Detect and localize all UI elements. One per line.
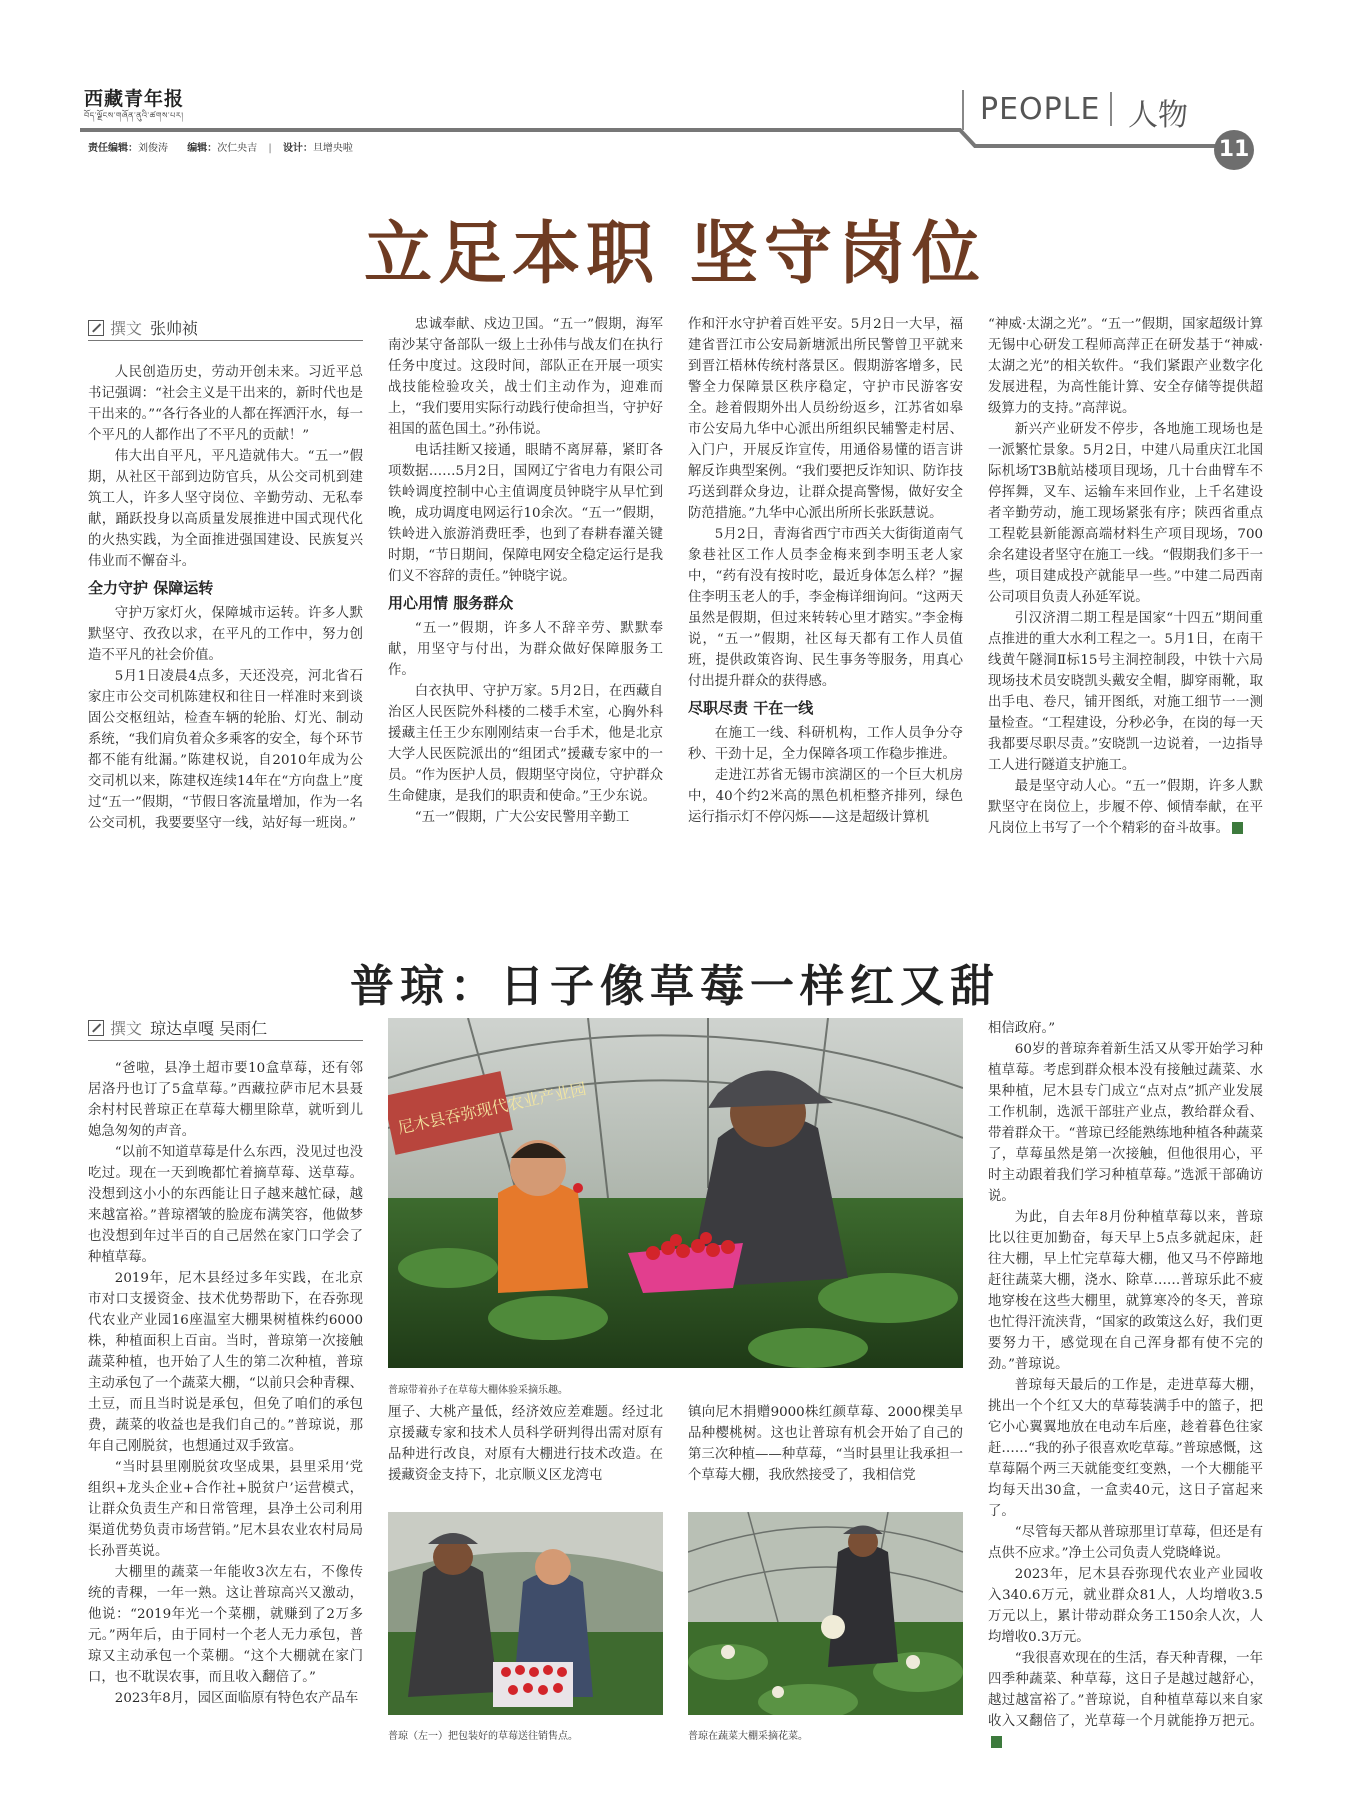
paragraph: “神威·太湖之光”。“五一”假期，国家超级计算无锡中心研发工程师高萍正在研发基于“神威·太湖之光”的相关软件。“我们紧跟产业数字化发展进程，为高性能计算、安全存储等提供超级算力的支持。”高萍说。 (988, 317, 1263, 416)
section-label-en: PEOPLE (980, 92, 1101, 127)
paragraph: 作和汗水守护着百姓平安。5月2日一大早，福建省晋江市公安局新塘派出所民警曾卫平就来到晋江梧林传统村落景区。假期游客增多，民警全力保障景区秩序稳定，守护市民游客安全。趁着假期外出人员纷纷返乡，江苏省如皋市公安局九华中心派出所组织民辅警走村居、入门户，开展反诈宣传，用通俗易懂的语言讲解反诈典型案例。“我们要把反诈知识、防诈技巧送到群众身边，让群众提高警惕，做好安全防范措施。”九华中心派出所所长张跃慧说。 (688, 317, 963, 521)
section-divider-mid (1110, 92, 1112, 126)
paragraph: 厘子、大桃产量低，经济效应差难题。经过北京援藏专家和技术人员科学研判得出需对原有品种进行改良，对原有大棚进行技术改造。在援藏资金支持下，北京顺义区龙湾屯 (388, 1405, 663, 1483)
paragraph: 守护万家灯火，保障城市运转。许多人默默坚守、孜孜以求，在平凡的工作中，努力创造不平凡的社会价值。 (88, 606, 363, 663)
main-photo-caption: 普琼带着孙子在草莓大棚体验采摘乐趣。 (388, 1385, 568, 1396)
newspaper-logo: 西藏青年报 (84, 88, 185, 110)
left-photo-caption: 普琼（左一）把包装好的草莓送往销售点。 (388, 1731, 578, 1742)
section-label-cn: 人物 (1128, 98, 1188, 133)
photo-packaged-strawberries (388, 1512, 663, 1715)
paragraph: “尽管每天都从普琼那里订草莓，但还是有点供不应求。”净土公司负责人党晓峰说。 (988, 1525, 1263, 1561)
paragraph: 忠诚奉献、戍边卫国。“五一”假期，海军南沙某守备部队一级上士孙伟与战友们在执行任务中度过。这段时间，部队正在开展一项实战技能检验攻关，战士们主动作为，迎难而上，“我们要用实际行动践行使命担当，守护好祖国的蓝色国土。”孙伟说。 (388, 317, 663, 437)
page-number: 11 (1214, 130, 1254, 170)
paragraph: 2023年8月，园区面临原有特色农产品车 (114, 1691, 359, 1706)
paragraph: 镇向尼木捐赠9000株红颜草莓、2000棵美早品种樱桃树。这也让普琼有机会开始了自己的第三次种植——种草莓，“当时县里让我承担一个草莓大棚，我欣然接受了，我相信党 (688, 1405, 963, 1483)
article1-column-2 (388, 314, 663, 882)
right-photo-caption: 普琼在蔬菜大棚采摘花菜。 (688, 1731, 808, 1742)
article2-column-1 (88, 1058, 363, 1748)
editor2-label: 编辑： (187, 143, 218, 154)
paragraph: 伟大出自平凡，平凡造就伟大。“五一”假期，从社区干部到边防官兵，从公交司机到建筑工人，许多人坚守岗位、辛勤劳动、无私奉献，踊跃投身以高质量发展推进中国式现代化的火热实践，为全面推进强国建设、民族复兴伟业而不懈奋斗。 (88, 449, 363, 569)
article2-column-4 (988, 1018, 1263, 1748)
paragraph: 电话挂断又接通，眼睛不离屏幕，紧盯各项数据……5月2日，国网辽宁省电力有限公司铁岭调度控制中心主值调度员钟晓宇从早忙到晚，成功调度电网运行10余次。“五一”假期，铁岭进入旅游消费旺季，也到了春耕春灌关键时期，“节日期间，保障电网安全稳定运行是我们义不容辞的责任。”钟晓宇说。 (388, 443, 663, 584)
paragraph: 普琼每天最后的工作是，走进草莓大棚，挑出一个个红又大的草莓装满手中的篮子，把它小心翼翼地放在电动车后座，趁着暮色往家赶……“我的孙子很喜欢吃草莓。”普琼感慨，这草莓隔个两三天就能变红变熟，一个大棚能平均每天出30盒，一盒卖40元，这日子富起来了。 (988, 1378, 1263, 1519)
paragraph: “以前不知道草莓是什么东西，没见过也没吃过。现在一天到晚都忙着摘草莓、送草莓。没想到这小小的东西能让日子越来越忙碌，越来越富裕。”普琼褶皱的脸庞布满笑容，他做梦也没想到年过半百的自己居然在家门口学会了种植草莓。 (88, 1145, 363, 1265)
editor-name: 刘俊涛 (138, 143, 168, 154)
newspaper-logo-tibetan: བོད་ལྗོངས་གཞོན་ནུའི་ཚགས་པར། (84, 111, 184, 120)
paragraph: 2023年，尼木县吞弥现代农业产业园收入340.6万元，就业群众81人，人均增收3.5万元以上，累计带动群众务工150余人次，人均增收0.3万元。 (988, 1567, 1263, 1645)
section-divider-left (962, 90, 964, 130)
article2-headline: 普琼：日子像草莓一样红又甜 (350, 961, 1000, 1012)
editor2-name: 次仁央吉 (217, 143, 258, 154)
paragraph: 为此，自去年8月份种植草莓以来，普琼比以往更加勤奋，每天早上5点多就起床，赶往大棚，早上忙完草莓大棚，他又马不停蹄地赶往蔬菜大棚，浇水、除草……普琼乐此不疲地穿梭在这些大棚里，就算寒冷的冬天，普琼也忙得汗流浃背，“国家的政策这么好，我们更要努力干，感觉现在自己浑身都有使不完的劲。”普琼说。 (988, 1210, 1263, 1372)
section-subheading: 用心用情 服务群众 (388, 594, 514, 612)
paragraph: 白衣执甲、守护万家。5月2日，在西藏自治区人民医院外科楼的二楼手术室，心胸外科援藏主任王少东刚刚结束一台手术，他是北京大学人民医院派出的“组团式”援藏专家中的一员。“作为医护人员，假期坚守岗位，守护群众生命健康，是我们的职责和使命。”王少东说。 (388, 684, 663, 804)
paragraph: 最是坚守动人心。“五一”假期，许多人默默坚守在岗位上，步履不停、倾情奉献，在平凡岗位上书写了一个个精彩的奋斗故事。 (988, 779, 1263, 836)
byline-label: 撰文 (110, 319, 143, 338)
paragraph: 大棚里的蔬菜一年能收3次左右，不像传统的青稞，一年一熟。这让普琼高兴又激动，他说：“2019年光一个菜棚，就赚到了2万多元。”两年后，由于同村一个老人无力承包，普琼又主动承包一个菜棚。“这个大棚就在家门口，也不耽误农事，而且收入翻倍了。” (88, 1565, 363, 1685)
designer-name: 旦增央啦 (312, 143, 353, 154)
editors-line: 责任编辑：刘俊涛 编辑：次仁央吉 | 设计：旦增央啦 (88, 143, 353, 154)
article1-author: 张帅祯 (150, 319, 199, 338)
designer-label: 设计： (282, 143, 313, 154)
pen-icon (88, 1020, 104, 1036)
article1-column-4 (988, 314, 1263, 882)
paragraph: 人民创造历史，劳动开创未来。习近平总书记强调：“社会主义是干出来的，新时代也是干出来的。”“各行各业的人都在挥洒汗水，每一个平凡的人都作出了不平凡的贡献！” (88, 365, 363, 443)
paragraph: 在施工一线、科研机构，工作人员争分夺秒、干劲十足，全力保障各项工作稳步推进。 (688, 726, 963, 762)
pen-icon (88, 320, 104, 336)
paragraph: “五一”假期，许多人不辞辛劳、默默奉献，用坚守与付出，为群众做好保障服务工作。 (388, 621, 663, 678)
end-mark-icon (1232, 822, 1243, 834)
article1-column-3 (688, 314, 963, 882)
paragraph: 60岁的普琼奔着新生活又从零开始学习种植草莓。考虑到群众根本没有接触过蔬菜、水果种植，尼木县专门成立“点对点”抓产业发展工作机制，选派干部驻产业点，教给群众看、带着群众干。“普琼已经能熟练地种植各种蔬菜了，草莓虽然是第一次接触，但他很用心，平时主动跟着我们学习种植草莓。”选派干部确访说。 (988, 1042, 1263, 1204)
paragraph: 走进江苏省无锡市滨湖区的一个巨大机房中，40个约2米高的黑色机柜整齐排列，绿色运行指示灯不停闪烁——这是超级计算机 (688, 768, 963, 825)
article2-authors: 琼达卓嘎 吴雨仁 (150, 1019, 268, 1038)
article2-byline (88, 1016, 267, 1039)
paragraph: 5月1日凌晨4点多，天还没亮，河北省石家庄市公交司机陈建权和往日一样准时来到谈固公交枢纽站，检查车辆的轮胎、灯光、制动系统，“我们肩负着众多乘客的安全，每个环节都不能有纰漏。”陈建权说，自2010年成为公交司机以来，陈建权连续14年在“方向盘上”度过“五一”假期，“节假日客流量增加，作为一名公交司机，我要要坚守一线，站好每一班岗。” (88, 669, 363, 831)
end-mark-icon (991, 1736, 1002, 1748)
paragraph: “爸啦，县净土超市要10盒草莓，还有邻居洛丹也订了5盒草莓。”西藏拉萨市尼木县聂余村村民普琼正在草莓大棚里除草，就听到儿媳急匆匆的声音。 (88, 1061, 363, 1139)
byline-label: 撰文 (110, 1019, 143, 1038)
section-subheading: 全力守护 保障运转 (88, 579, 214, 597)
paragraph: “五一”假期，广大公安民警用辛勤工 (414, 810, 630, 825)
paragraph: 引汉济渭二期工程是国家“十四五”期间重点推进的重大水利工程之一。5月1日，在南干线黄午隧洞Ⅱ标15号主洞控制段，中铁十六局现场技术员安晓凯头戴安全帽，脚穿雨靴，取出手电、卷尺，铺开图纸，对施工细节一一测量检查。“工程建设，分秒必争，在岗的每一天我都要尽职尽责。”安晓凯一边说着，一边指导工人进行隧道支护施工。 (988, 611, 1263, 773)
paragraph: “我很喜欢现在的生活，春天种青稞，一年四季种蔬菜、种草莓，这日子是越过越舒心，越过越富裕了。”普琼说，自种植草莓以来自家收入又翻倍了，光草莓一个月就能挣万把元。 (988, 1648, 1263, 1748)
paragraph: 新兴产业研发不停步，各地施工现场也是一派繁忙景象。5月2日，中建八局重庆江北国际机场T3B航站楼项目现场，几十台曲臂车不停挥舞，叉车、运输车来回作业，上千名建设者辛勤劳动，施工现场紧张有序；陕西省重点工程乾县新能源高端材料生产项目现场，700余名建设者坚守在施工一线。“假期我们多干一些，项目建成投产就能早一些。”中建二局西南公司项目负责人孙延军说。 (988, 422, 1263, 605)
article1-headline: 立足本职 坚守岗位 (364, 215, 986, 294)
main-photo-strawberry-greenhouse (388, 1018, 963, 1368)
paragraph: 2019年，尼木县经过多年实践，在北京市对口支援资金、技术优势帮助下，在吞弥现代农业产业园16座温室大棚果树植株约6000株，种植面积上百亩。当时，普琼第一次接触蔬菜种植，也开始了人生的第二次种植，普琼主动承包了一个蔬菜大棚，“以前只会种青稞、土豆，而且当时说是承包，但免了咱们的承包费，蔬菜的收益也是我们自己的。”普琼说，那年自己刚脱贫，也想通过双手致富。 (88, 1271, 363, 1454)
photo-harvesting-cauliflower (688, 1512, 963, 1715)
paragraph: 5月2日，青海省西宁市西关大街街道南气象巷社区工作人员李金梅来到李明玉老人家中，“药有没有按时吃，最近身体怎么样？”握住李明玉老人的手，李金梅详细询问。“这两天虽然是假期，但过来转转心里才踏实。”李金梅说，“五一”假期，社区每天都有工作人员值班，提供政策咨询、民生事务等服务，用真心付出提升群众的获得感。 (688, 527, 963, 689)
article1-byline (88, 316, 198, 339)
article2-column-2 (388, 1402, 663, 1494)
byline-underline (88, 1040, 363, 1041)
photo-banner-text: 尼木县吞弥现代农业产业园 (396, 1078, 588, 1138)
article2-column-3 (688, 1402, 963, 1494)
section-subheading: 尽职尽责 干在一线 (688, 699, 814, 717)
byline-underline (88, 340, 363, 341)
paragraph: “当时县里刚脱贫攻坚成果，县里采用‘党组织+龙头企业+合作社+脱贫户’运营模式，让群众负责生产和日常管理，县净土公司利用渠道优势负责市场营销。”尼木县农业农村局局长孙晋英说。 (88, 1460, 363, 1559)
editor-label: 责任编辑： (88, 143, 138, 154)
paragraph: 相信政府。” (988, 1021, 1056, 1036)
article1-column-1 (88, 362, 363, 882)
